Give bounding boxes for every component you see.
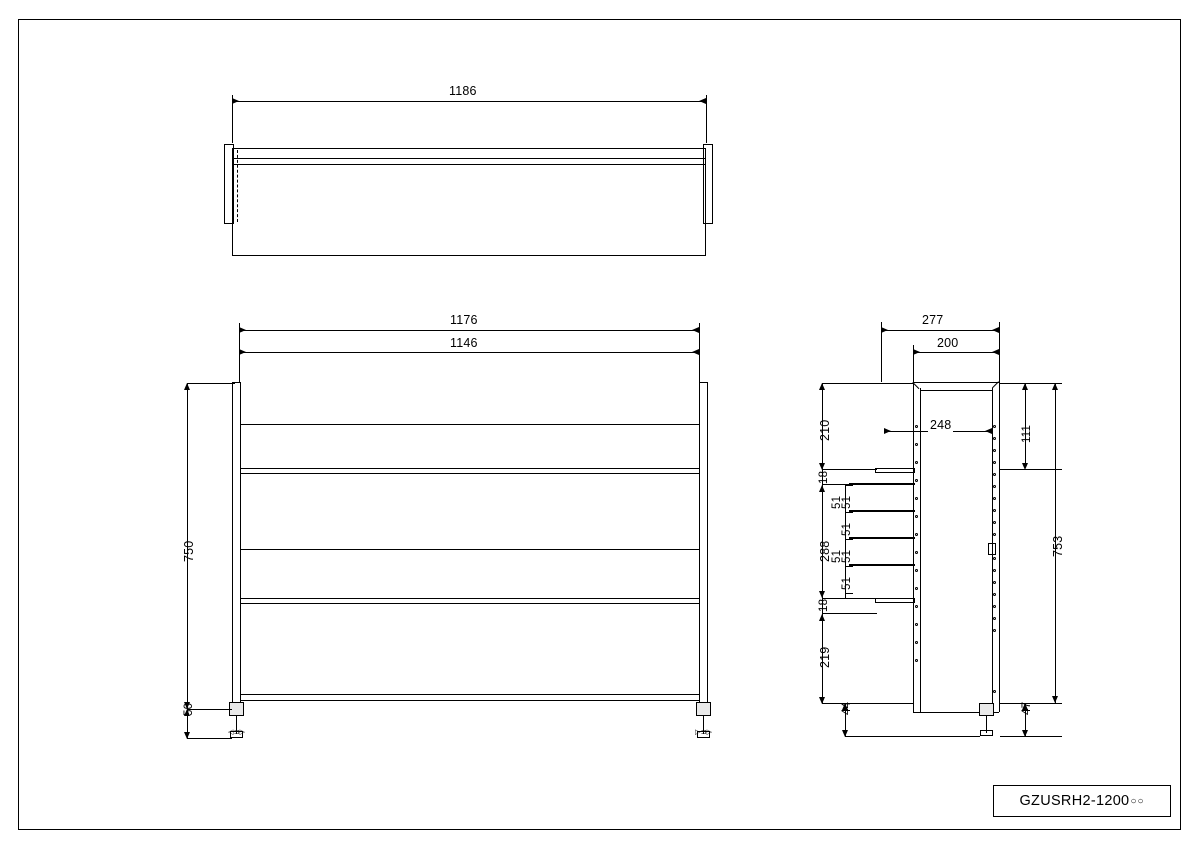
top-right-endcap xyxy=(703,144,713,224)
side-post-left-inner xyxy=(920,388,921,712)
ext-line-219-bottom xyxy=(822,703,914,704)
dim-arrow-277-left xyxy=(881,327,888,333)
tick-51-d xyxy=(845,566,853,567)
shelf-3-top-edge xyxy=(241,598,699,599)
dim-text-51-4: 51 xyxy=(841,576,853,590)
dim-line-111 xyxy=(1025,383,1026,463)
ext-line-111-bottom xyxy=(1000,469,1062,470)
shelf-4-top-edge xyxy=(241,694,699,695)
dim-arrow-200-right xyxy=(992,349,999,355)
dim-arrow-right xyxy=(699,98,706,104)
hole xyxy=(993,581,996,584)
hole xyxy=(993,569,996,572)
dim-line-outer-width xyxy=(239,330,699,331)
side-bracket-detail xyxy=(988,543,996,555)
title-block xyxy=(993,785,1171,817)
side-top-rail-inner xyxy=(920,390,992,391)
side-shelf-pitch-2 xyxy=(849,510,915,512)
side-shelf-pitch-3 xyxy=(849,537,915,539)
dim-arrow-iw-left xyxy=(239,349,246,355)
dim-text-111: 111 xyxy=(1021,424,1033,443)
top-panel-edge-2 xyxy=(232,164,706,165)
side-foot-base xyxy=(980,730,993,736)
hole xyxy=(915,461,918,464)
front-right-upright xyxy=(699,382,708,709)
shelf-1-top-edge xyxy=(241,424,699,425)
front-right-foot-block xyxy=(696,702,711,716)
dim-arrow-750-top xyxy=(184,383,190,390)
dim-text-210: 210 xyxy=(818,419,832,441)
tick-51-b xyxy=(845,512,853,513)
extension-line-left xyxy=(232,95,233,143)
hole xyxy=(915,569,918,572)
ext-line-ow-right xyxy=(699,323,700,383)
hole xyxy=(993,509,996,512)
side-top-rail-outer xyxy=(913,382,999,383)
hole xyxy=(915,515,918,518)
dim-text-1176: 1176 xyxy=(450,313,478,327)
shelf-1-bottom-edge xyxy=(241,468,699,469)
part-code: GZUSRH2-1200 xyxy=(1019,793,1130,809)
hole xyxy=(915,605,918,608)
ext-line-50-bottom xyxy=(187,738,232,739)
side-shelf-top xyxy=(875,468,915,473)
dim-arrow-210-top xyxy=(819,383,825,390)
hole xyxy=(993,629,996,632)
dim-text-200: 200 xyxy=(937,336,959,350)
front-left-upright xyxy=(232,382,241,709)
hole xyxy=(915,587,918,590)
dim-text-219: 219 xyxy=(818,646,832,668)
ext-line-18-bottom-top xyxy=(822,598,877,599)
shelf-2-bottom-edge xyxy=(241,549,699,550)
shelf-2-top-edge xyxy=(241,473,699,474)
front-right-foot-marker: ▷⊐▷ xyxy=(695,729,713,736)
hole xyxy=(993,557,996,560)
dim-arrow-753-bottom xyxy=(1052,696,1058,703)
dim-text-51-1: 51 xyxy=(841,495,853,509)
extension-line-right xyxy=(706,95,707,143)
dim-arrow-iw-right xyxy=(692,349,699,355)
ext-line-210-bottom xyxy=(822,469,877,470)
dim-text-753: 753 xyxy=(1051,535,1065,557)
dim-text-51-2: 51 xyxy=(841,522,853,536)
hole xyxy=(915,443,918,446)
ext-line-277-left xyxy=(881,322,882,382)
side-post-right-outer xyxy=(999,382,1000,712)
hole xyxy=(993,593,996,596)
dim-text-1146: 1146 xyxy=(450,336,478,350)
ext-line-47-bottom xyxy=(1000,736,1062,737)
hole xyxy=(993,533,996,536)
side-shelf-pitch-1 xyxy=(849,483,915,485)
dim-line-inner-width xyxy=(239,352,699,353)
dim-text-1186: 1186 xyxy=(449,84,477,98)
ext-line-18-bottom-bottom xyxy=(822,613,877,614)
side-shelf-pitch-4 xyxy=(849,564,915,566)
hole xyxy=(993,425,996,428)
hole xyxy=(915,623,918,626)
dim-text-750: 750 xyxy=(182,540,196,562)
hole xyxy=(993,473,996,476)
dim-arrow-219-top xyxy=(819,614,825,621)
hole xyxy=(993,521,996,524)
hole xyxy=(993,605,996,608)
ext-line-750-top xyxy=(187,383,235,384)
dim-arrow-left xyxy=(232,98,239,104)
dim-line-277 xyxy=(881,330,999,331)
front-left-foot-marker: ◁⊐▷ xyxy=(228,729,246,736)
tick-51-a xyxy=(845,485,853,486)
dim-text-51-3: 51 xyxy=(841,549,853,563)
ext-line-277-right xyxy=(999,322,1000,382)
dim-text-18-top: 18 xyxy=(818,470,830,484)
hole xyxy=(915,659,918,662)
dim-arrow-248-right xyxy=(985,428,992,434)
part-code-suffix: ○○ xyxy=(1130,795,1145,807)
hole xyxy=(993,449,996,452)
shelf-4-bottom-edge xyxy=(241,700,699,701)
shelf-3-bottom-edge xyxy=(241,603,699,604)
dim-line-top-width xyxy=(232,101,706,102)
hole xyxy=(993,437,996,440)
hole xyxy=(915,641,918,644)
hole xyxy=(993,497,996,500)
hole xyxy=(993,617,996,620)
dim-text-47: 47 xyxy=(1021,701,1033,715)
dim-text-51-alt-2: 51 xyxy=(831,549,843,563)
dim-arrow-200-left xyxy=(913,349,920,355)
ext-line-200-left xyxy=(913,345,914,383)
dim-text-248: 248 xyxy=(930,418,952,432)
dim-arrow-111-top xyxy=(1022,383,1028,390)
hole xyxy=(915,479,918,482)
hole xyxy=(993,690,996,693)
dim-arrow-248-left xyxy=(884,428,891,434)
hole xyxy=(993,485,996,488)
hole xyxy=(915,425,918,428)
top-left-endcap xyxy=(224,144,234,224)
dim-text-50: 50 xyxy=(183,702,195,716)
ext-line-210-top xyxy=(822,383,914,384)
hole xyxy=(915,497,918,500)
dim-arrow-288-bottom xyxy=(819,591,825,598)
dim-text-18-bottom: 18 xyxy=(818,598,830,612)
hole xyxy=(993,461,996,464)
dim-arrow-ow-left xyxy=(239,327,246,333)
tick-51-c xyxy=(845,539,853,540)
tick-51-e xyxy=(845,593,853,594)
dim-arrow-ow-right xyxy=(692,327,699,333)
ext-line-44-bottom xyxy=(845,736,980,737)
top-left-hidden-edge xyxy=(237,150,238,222)
dim-arrow-753-top xyxy=(1052,383,1058,390)
dim-text-277: 277 xyxy=(922,313,944,327)
dim-arrow-288-top xyxy=(819,485,825,492)
dim-text-51-alt-1: 51 xyxy=(831,495,843,509)
dim-line-200 xyxy=(913,352,999,353)
top-panel-edge-1 xyxy=(232,158,706,159)
hole xyxy=(915,551,918,554)
dim-text-44: 44 xyxy=(841,701,853,715)
ext-line-753-top xyxy=(1000,383,1062,384)
hole xyxy=(915,533,918,536)
side-foot-block xyxy=(979,703,994,716)
side-shelf-bottom xyxy=(875,598,915,603)
dim-text-288: 288 xyxy=(818,540,832,562)
dim-arrow-277-right xyxy=(992,327,999,333)
